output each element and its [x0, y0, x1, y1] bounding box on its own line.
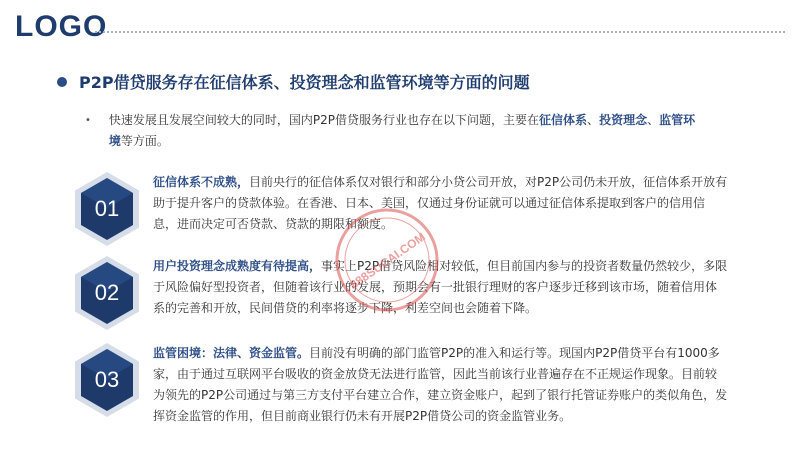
intro-separator: 、 [587, 113, 600, 127]
bullet-icon: • [85, 115, 91, 126]
intro-highlight-credit: 征信体系 [539, 113, 588, 127]
intro-text [109, 110, 705, 152]
item-number: 02 [94, 280, 120, 305]
intro-separator: 、 [647, 113, 660, 127]
intro-after: 等方面。 [120, 134, 169, 148]
problem-item-2 [75, 256, 728, 336]
item-text [153, 172, 728, 235]
intro-before: 快速发展且发展空间较大的同时，国内P2P借贷服务行业也存在以下问题，主要在 [108, 113, 540, 127]
intro-paragraph [85, 110, 705, 152]
item-lead: 监管困境：法律、资金监管。 [153, 346, 310, 360]
item-text [153, 343, 728, 427]
item-lead: 用户投资理念成熟度有待提高， [153, 259, 322, 273]
item-body: 目前央行的征信体系仅对银行和部分小贷公司开放，对P2P公司仍未开放，征信体系开放有助于提升客户的贷款体验。在香港、日本、美国，仅通过身份证就可以通过征信体系提取到客户的信用信息，进而决定可否贷款、贷款的期限和额度。 [153, 175, 728, 231]
slide-title: P2P借贷服务存在征信体系、投资理念和监管环境等方面的问题 [79, 73, 530, 92]
watermark-text: 888SUCAI.COM [347, 229, 428, 292]
item-body: 目前没有明确的部门监管P2P的准入和运行等。现国内P2P借贷平台有1000多家，由于通过互联网平台吸收的资金放贷无法进行监管，因此当前该行业普遍存在不正规运作现象。目前较为领先的P2P公司通过与第三方支付平台建立合作，建立资金账户，起到了银行托管证券账户的类似角色，发挥资金监管的作用，但目前商业银行仍未有开展P2P借贷公司的资金监管业务。 [153, 346, 728, 423]
slide-title-row [57, 70, 530, 93]
item-number: 03 [94, 367, 120, 392]
header-divider [95, 31, 785, 33]
item-text [153, 256, 728, 319]
item-lead: 征信体系不成熟， [153, 175, 250, 189]
item-number: 01 [94, 196, 120, 221]
circle-bullet-icon [57, 77, 67, 87]
problem-item-1 [75, 172, 728, 252]
intro-highlight-regulation: 监管环境 [108, 113, 696, 148]
item-body: 事实上P2P借贷风险相对较低，但目前国内参与的投资者数量仍然较少，多限于风险偏好型投资者，但随着该行业的发展，预期会有一批银行理财的客户逐步迁移到该市场，随着信用体系的完善和开放，民间借贷的利率将逐步下降，利差空间也会随着下降。 [153, 259, 728, 315]
intro-highlight-investment: 投资理念 [599, 113, 648, 127]
logo: LOGO [15, 10, 108, 43]
problem-item-3 [75, 343, 728, 433]
